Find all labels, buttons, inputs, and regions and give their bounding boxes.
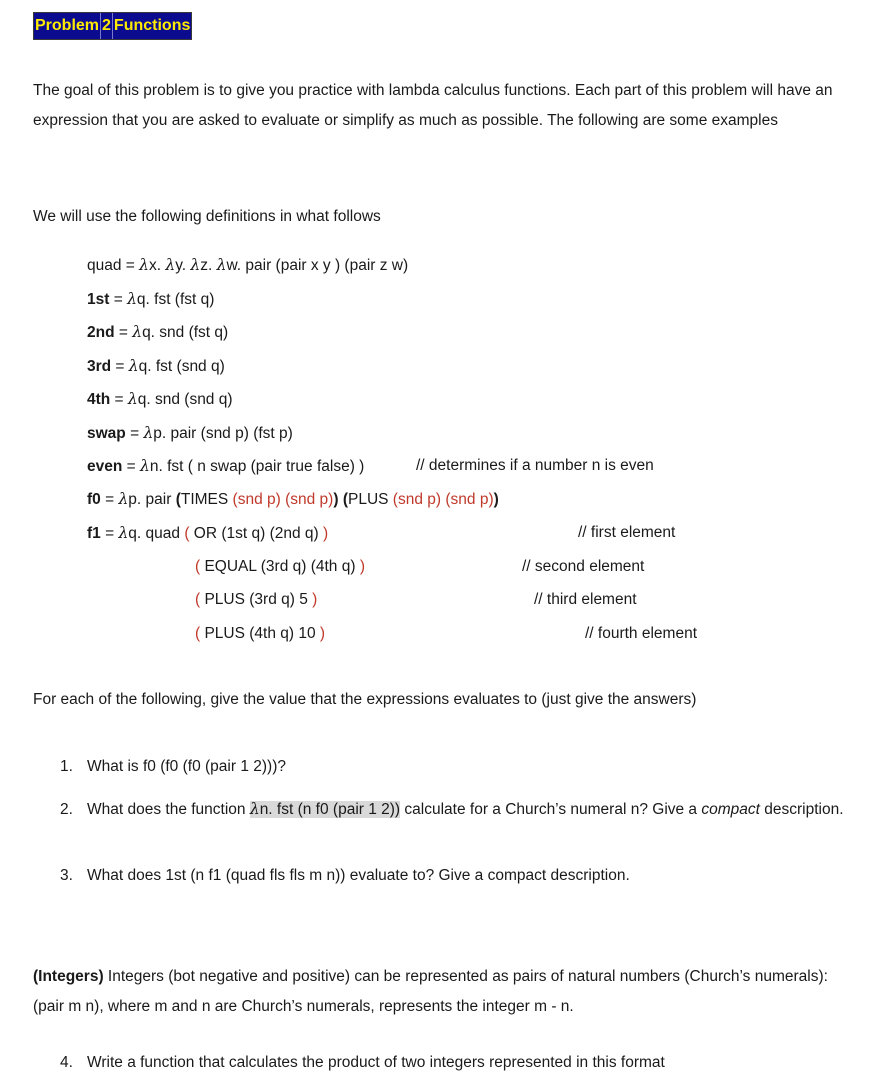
lambda-symbol: λ (216, 256, 227, 274)
title-word-problem: Problem (35, 17, 100, 34)
comment-first-element: // first element (578, 524, 676, 541)
def-3rd: 3rd = λq. fst (snd q) (87, 357, 225, 375)
lambda-symbol: λ (132, 323, 143, 341)
lambda-symbol: λ (127, 390, 138, 408)
def-even: even = λn. fst ( n swap (pair true false) ) (87, 457, 365, 475)
def-2nd: 2nd = λq. snd (fst q) (87, 323, 229, 341)
def-4th: 4th = λq. snd (snd q) (87, 390, 233, 408)
evaluation-intro: For each of the following, give the value that the expressions evaluates to (just give the answers) (33, 691, 697, 708)
integers-paragraph: (Integers) Integers (bot negative and positive) can be represented as pairs of natural numbers (Church’s numerals): (pair m n), where m and n are Church’s numerals, represents the integer m - n. (33, 968, 828, 1015)
question-text: What does 1st (n f1 (quad fls fls m n)) evaluate to? Give a compact description. (87, 867, 630, 884)
lambda-symbol: λ (249, 800, 260, 818)
def-swap: swap = λp. pair (snd p) (fst p) (87, 424, 293, 442)
lambda-symbol: λ (128, 357, 139, 375)
question-text: What is f0 (f0 (f0 (pair 1 2)))? (87, 758, 286, 775)
title-word-functions: Functions (113, 17, 191, 34)
lambda-symbol: λ (139, 256, 149, 274)
question-number: 4. (60, 1054, 73, 1071)
question-text: Write a function that calculates the product of two integers represented in this format (87, 1054, 665, 1071)
def-f0: f0 = λp. pair (TIMES (snd p) (snd p)) (PLUS (snd p) (snd p)) (87, 490, 499, 508)
lambda-symbol: λ (165, 256, 176, 274)
def-quad: quad = λx. λy. λz. λw. pair (pair x y ) (pair z w) (87, 256, 409, 274)
f1-row-3: ( PLUS (3rd q) 5 ) (195, 591, 318, 608)
lambda-symbol: λ (140, 457, 150, 475)
page-title (33, 12, 192, 40)
lambda-symbol: λ (118, 490, 129, 508)
comment-second-element: // second element (522, 558, 645, 575)
lambda-symbol: λ (127, 290, 137, 308)
comment-fourth-element: // fourth element (585, 625, 698, 642)
integers-label: (Integers) (33, 968, 104, 985)
comment-even: // determines if a number n is even (416, 457, 654, 474)
question-number: 1. (60, 758, 73, 775)
question-number: 3. (60, 867, 73, 884)
lambda-symbol: λ (190, 256, 201, 274)
intro-paragraph: The goal of this problem is to give you practice with lambda calculus functions. Each part of this problem will have an expression that you are asked to evaluate or simplify as much as possible. The following are some examples (33, 82, 833, 129)
f1-row-2: ( EQUAL (3rd q) (4th q) ) (195, 558, 365, 575)
highlighted-expression: λn. fst (n f0 (pair 1 2)) (249, 800, 401, 818)
question-number: 2. (60, 801, 73, 818)
def-1st: 1st = λq. fst (fst q) (87, 290, 215, 308)
question-text: What does the function λn. fst (n f0 (pair 1 2)) calculate for a Church’s numeral n? Give a compact description. (87, 800, 844, 818)
title-word-number: 2 (102, 17, 111, 34)
lambda-symbol: λ (118, 524, 129, 542)
comment-third-element: // third element (534, 591, 637, 608)
f1-row-4: ( PLUS (4th q) 10 ) (195, 625, 326, 642)
definitions-intro: We will use the following definitions in what follows (33, 208, 381, 225)
lambda-symbol: λ (143, 424, 154, 442)
def-f1: f1 = λq. quad ( OR (1st q) (2nd q) ) (87, 524, 329, 542)
